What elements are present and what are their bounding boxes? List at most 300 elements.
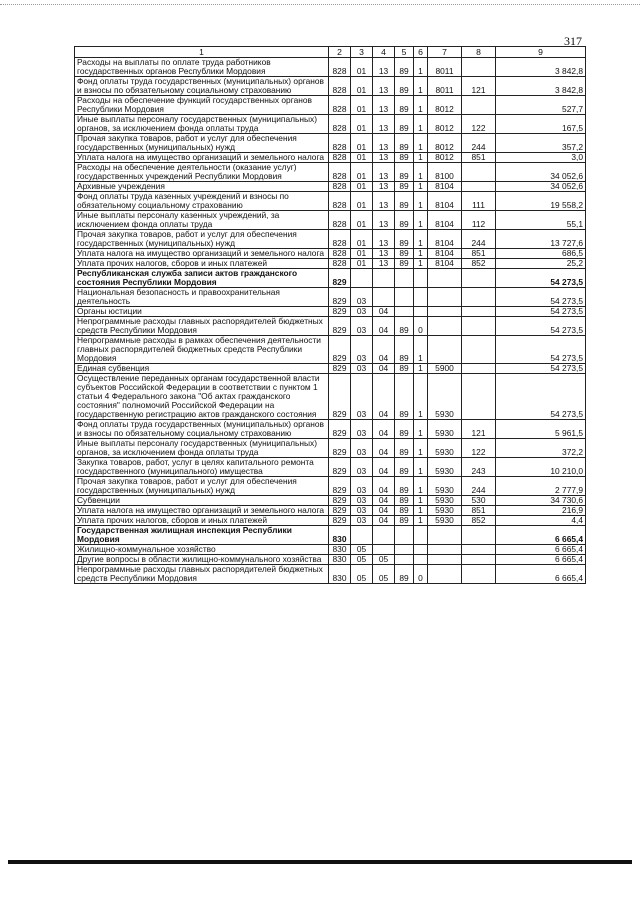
section-code-cell: 01	[351, 211, 373, 230]
header-cell: 9	[496, 47, 586, 58]
section-code-cell: 03	[351, 516, 373, 526]
program-code-cell: 89	[395, 163, 414, 182]
subprogram-code-cell	[414, 288, 428, 307]
amount-cell: 3 842,8	[496, 58, 586, 77]
expense-type-code-cell: 851	[462, 506, 496, 516]
subprogram-code-cell: 1	[414, 364, 428, 374]
target-item-code-cell	[428, 545, 462, 555]
subsection-code-cell: 13	[373, 58, 395, 77]
ministry-code-cell: 829	[329, 288, 351, 307]
section-code-cell: 01	[351, 230, 373, 249]
table-row	[75, 269, 586, 288]
target-item-code-cell	[428, 526, 462, 545]
table-row	[75, 249, 586, 259]
ministry-code-cell: 828	[329, 77, 351, 96]
section-code-cell: 03	[351, 364, 373, 374]
row-name-cell: Осуществление переданных органам государственной власти субъектов Российской Федерации в соответствии с пунктом 1 статьи 4 Федерального закона "Об актах гражданского состояния" полномочий Российской Федерации на государственную регистрацию актов гражданского состояния	[75, 374, 329, 420]
ministry-code-cell: 828	[329, 259, 351, 269]
header-cell: 1	[75, 47, 329, 58]
subprogram-code-cell: 1	[414, 96, 428, 115]
target-item-code-cell	[428, 269, 462, 288]
section-code-cell: 03	[351, 506, 373, 516]
program-code-cell: 89	[395, 516, 414, 526]
amount-cell: 527,7	[496, 96, 586, 115]
amount-cell: 54 273,5	[496, 374, 586, 420]
amount-cell: 34 730,6	[496, 496, 586, 506]
table-row	[75, 134, 586, 153]
amount-cell: 167,5	[496, 115, 586, 134]
target-item-code-cell	[428, 307, 462, 317]
amount-cell: 55,1	[496, 211, 586, 230]
row-name-cell: Жилищно-коммунальное хозяйство	[75, 545, 329, 555]
expense-type-code-cell: 243	[462, 458, 496, 477]
section-code-cell: 05	[351, 545, 373, 555]
target-item-code-cell: 8012	[428, 153, 462, 163]
ministry-code-cell: 829	[329, 364, 351, 374]
ministry-code-cell: 828	[329, 163, 351, 182]
program-code-cell: 89	[395, 182, 414, 192]
subsection-code-cell: 13	[373, 77, 395, 96]
row-name-cell: Закупка товаров, работ, услуг в целях капитального ремонта государственного (муниципального) имущества	[75, 458, 329, 477]
target-item-code-cell: 5930	[428, 506, 462, 516]
program-code-cell: 89	[395, 153, 414, 163]
amount-cell: 54 273,5	[496, 307, 586, 317]
subsection-code-cell: 04	[373, 496, 395, 506]
target-item-code-cell	[428, 565, 462, 584]
row-name-cell: Субвенции	[75, 496, 329, 506]
target-item-code-cell: 5930	[428, 420, 462, 439]
table-row	[75, 77, 586, 96]
ministry-code-cell: 830	[329, 545, 351, 555]
subsection-code-cell: 13	[373, 249, 395, 259]
table-row	[75, 288, 586, 307]
row-name-cell: Иные выплаты персоналу государственных (муниципальных) органов, за исключением фонда оплаты труда	[75, 115, 329, 134]
row-name-cell: Непрограммные расходы в рамках обеспечения деятельности главных распорядителей бюджетных средств Республики Мордовия	[75, 336, 329, 364]
scan-bottom-edge	[8, 860, 632, 864]
subprogram-code-cell: 1	[414, 77, 428, 96]
ministry-code-cell: 828	[329, 96, 351, 115]
section-code-cell: 05	[351, 555, 373, 565]
subsection-code-cell: 13	[373, 211, 395, 230]
section-code-cell: 01	[351, 249, 373, 259]
expense-type-code-cell	[462, 555, 496, 565]
table-row	[75, 115, 586, 134]
subprogram-code-cell: 1	[414, 458, 428, 477]
row-name-cell: Фонд оплаты труда государственных (муниципальных) органов и взносы по обязательному социальному страхованию	[75, 420, 329, 439]
subsection-code-cell: 04	[373, 506, 395, 516]
subsection-code-cell: 04	[373, 317, 395, 336]
amount-cell: 54 273,5	[496, 317, 586, 336]
section-code-cell: 03	[351, 336, 373, 364]
row-name-cell: Уплата налога на имущество организаций и земельного налога	[75, 249, 329, 259]
expense-type-code-cell: 122	[462, 439, 496, 458]
table-row	[75, 307, 586, 317]
amount-cell: 2 777,9	[496, 477, 586, 496]
program-code-cell: 89	[395, 336, 414, 364]
ministry-code-cell: 828	[329, 153, 351, 163]
subprogram-code-cell: 0	[414, 317, 428, 336]
target-item-code-cell: 5930	[428, 496, 462, 506]
expense-type-code-cell: 122	[462, 115, 496, 134]
program-code-cell: 89	[395, 565, 414, 584]
header-cell: 7	[428, 47, 462, 58]
table-row	[75, 477, 586, 496]
expense-type-code-cell: 244	[462, 230, 496, 249]
target-item-code-cell: 5900	[428, 364, 462, 374]
amount-cell: 54 273,5	[496, 336, 586, 364]
amount-cell: 34 052,6	[496, 182, 586, 192]
section-code-cell: 01	[351, 163, 373, 182]
table-row	[75, 420, 586, 439]
expense-type-code-cell	[462, 58, 496, 77]
amount-cell: 372,2	[496, 439, 586, 458]
amount-cell: 686,5	[496, 249, 586, 259]
ministry-code-cell: 828	[329, 211, 351, 230]
subprogram-code-cell	[414, 307, 428, 317]
amount-cell: 216,9	[496, 506, 586, 516]
amount-cell: 6 665,4	[496, 545, 586, 555]
program-code-cell	[395, 269, 414, 288]
ministry-code-cell: 830	[329, 526, 351, 545]
expense-type-code-cell	[462, 96, 496, 115]
subsection-code-cell: 05	[373, 565, 395, 584]
program-code-cell	[395, 526, 414, 545]
target-item-code-cell: 8011	[428, 58, 462, 77]
target-item-code-cell: 8104	[428, 259, 462, 269]
program-code-cell: 89	[395, 115, 414, 134]
table-row	[75, 336, 586, 364]
row-name-cell: Прочая закупка товаров, работ и услуг для обеспечения государственных (муниципальных) нужд	[75, 477, 329, 496]
ministry-code-cell: 829	[329, 477, 351, 496]
amount-cell: 54 273,5	[496, 364, 586, 374]
target-item-code-cell: 5930	[428, 516, 462, 526]
subsection-code-cell: 04	[373, 439, 395, 458]
subsection-code-cell: 13	[373, 182, 395, 192]
subprogram-code-cell: 1	[414, 374, 428, 420]
target-item-code-cell	[428, 317, 462, 336]
table-row	[75, 58, 586, 77]
table-row	[75, 506, 586, 516]
subprogram-code-cell: 1	[414, 516, 428, 526]
table-row	[75, 163, 586, 182]
table-row	[75, 496, 586, 506]
expense-type-code-cell	[462, 545, 496, 555]
ministry-code-cell: 829	[329, 307, 351, 317]
row-name-cell: Иные выплаты персоналу казенных учреждений, за исключением фонда оплаты труда	[75, 211, 329, 230]
program-code-cell: 89	[395, 211, 414, 230]
row-name-cell: Архивные учреждения	[75, 182, 329, 192]
program-code-cell: 89	[395, 259, 414, 269]
program-code-cell: 89	[395, 249, 414, 259]
subprogram-code-cell: 1	[414, 496, 428, 506]
table-row	[75, 545, 586, 555]
row-name-cell: Расходы на обеспечение деятельности (оказание услуг) государственных учреждений Республики Мордовия	[75, 163, 329, 182]
ministry-code-cell: 829	[329, 374, 351, 420]
program-code-cell: 89	[395, 77, 414, 96]
subsection-code-cell: 13	[373, 259, 395, 269]
subprogram-code-cell: 1	[414, 134, 428, 153]
amount-cell: 10 210,0	[496, 458, 586, 477]
section-code-cell	[351, 526, 373, 545]
section-code-cell: 03	[351, 374, 373, 420]
amount-cell: 6 665,4	[496, 555, 586, 565]
budget-table-container	[74, 46, 585, 584]
program-code-cell: 89	[395, 96, 414, 115]
ministry-code-cell: 829	[329, 420, 351, 439]
table-body	[75, 58, 586, 584]
amount-cell: 3,0	[496, 153, 586, 163]
ministry-code-cell: 828	[329, 249, 351, 259]
program-code-cell: 89	[395, 439, 414, 458]
scan-top-edge	[0, 4, 640, 5]
expense-type-code-cell: 121	[462, 77, 496, 96]
expense-type-code-cell	[462, 288, 496, 307]
row-name-cell: Государственная жилищная инспекция Республики Мордовия	[75, 526, 329, 545]
row-name-cell: Органы юстиции	[75, 307, 329, 317]
ministry-code-cell: 829	[329, 317, 351, 336]
subsection-code-cell: 13	[373, 153, 395, 163]
row-name-cell: Уплата налога на имущество организаций и земельного налога	[75, 506, 329, 516]
table-row	[75, 439, 586, 458]
target-item-code-cell: 5930	[428, 439, 462, 458]
subprogram-code-cell: 0	[414, 565, 428, 584]
subprogram-code-cell: 1	[414, 230, 428, 249]
subprogram-code-cell: 1	[414, 259, 428, 269]
expense-type-code-cell	[462, 163, 496, 182]
section-code-cell: 03	[351, 477, 373, 496]
table-row	[75, 374, 586, 420]
page-number: 317	[564, 34, 582, 48]
row-name-cell: Иные выплаты персоналу государственных (муниципальных) органов, за исключением фонда оплаты труда	[75, 439, 329, 458]
expense-type-code-cell: 121	[462, 420, 496, 439]
ministry-code-cell: 828	[329, 58, 351, 77]
section-code-cell: 01	[351, 115, 373, 134]
header-cell: 3	[351, 47, 373, 58]
row-name-cell: Единая субвенция	[75, 364, 329, 374]
header-cell: 4	[373, 47, 395, 58]
program-code-cell: 89	[395, 477, 414, 496]
header-cell: 8	[462, 47, 496, 58]
subprogram-code-cell: 1	[414, 249, 428, 259]
program-code-cell: 89	[395, 317, 414, 336]
amount-cell: 3 842,8	[496, 77, 586, 96]
amount-cell: 6 665,4	[496, 526, 586, 545]
row-name-cell: Другие вопросы в области жилищно-коммунального хозяйства	[75, 555, 329, 565]
ministry-code-cell: 828	[329, 230, 351, 249]
table-row	[75, 192, 586, 211]
expense-type-code-cell	[462, 269, 496, 288]
subprogram-code-cell: 1	[414, 163, 428, 182]
subsection-code-cell: 04	[373, 477, 395, 496]
subprogram-code-cell: 1	[414, 211, 428, 230]
section-code-cell: 01	[351, 96, 373, 115]
target-item-code-cell: 8104	[428, 230, 462, 249]
section-code-cell: 01	[351, 134, 373, 153]
expense-type-code-cell: 244	[462, 134, 496, 153]
target-item-code-cell: 5930	[428, 374, 462, 420]
section-code-cell: 01	[351, 58, 373, 77]
target-item-code-cell	[428, 288, 462, 307]
target-item-code-cell: 8104	[428, 249, 462, 259]
program-code-cell: 89	[395, 192, 414, 211]
subsection-code-cell: 13	[373, 163, 395, 182]
subsection-code-cell: 13	[373, 230, 395, 249]
expense-type-code-cell	[462, 182, 496, 192]
subsection-code-cell: 04	[373, 420, 395, 439]
target-item-code-cell: 8104	[428, 211, 462, 230]
subsection-code-cell	[373, 526, 395, 545]
subprogram-code-cell: 1	[414, 182, 428, 192]
ministry-code-cell: 829	[329, 336, 351, 364]
program-code-cell: 89	[395, 458, 414, 477]
table-row	[75, 364, 586, 374]
section-code-cell	[351, 269, 373, 288]
table-row	[75, 555, 586, 565]
amount-cell: 357,2	[496, 134, 586, 153]
expense-type-code-cell	[462, 565, 496, 584]
amount-cell: 25,2	[496, 259, 586, 269]
header-cell: 6	[414, 47, 428, 58]
program-code-cell: 89	[395, 374, 414, 420]
table-row	[75, 182, 586, 192]
amount-cell: 54 273,5	[496, 288, 586, 307]
ministry-code-cell: 829	[329, 506, 351, 516]
subsection-code-cell: 04	[373, 458, 395, 477]
target-item-code-cell: 5930	[428, 477, 462, 496]
subsection-code-cell: 04	[373, 516, 395, 526]
ministry-code-cell: 830	[329, 565, 351, 584]
program-code-cell: 89	[395, 496, 414, 506]
program-code-cell: 89	[395, 420, 414, 439]
header-row	[75, 47, 586, 58]
section-code-cell: 03	[351, 317, 373, 336]
target-item-code-cell: 8100	[428, 163, 462, 182]
row-name-cell: Фонд оплаты труда государственных (муниципальных) органов и взносы по обязательному социальному страхованию	[75, 77, 329, 96]
subsection-code-cell: 04	[373, 364, 395, 374]
subsection-code-cell	[373, 545, 395, 555]
row-name-cell: Фонд оплаты труда казенных учреждений и взносы по обязательному социальному страхованию	[75, 192, 329, 211]
row-name-cell: Прочая закупка товаров, работ и услуг для обеспечения государственных (муниципальных) нужд	[75, 230, 329, 249]
header-cell: 2	[329, 47, 351, 58]
program-code-cell: 89	[395, 134, 414, 153]
expense-type-code-cell	[462, 336, 496, 364]
program-code-cell	[395, 288, 414, 307]
program-code-cell: 89	[395, 58, 414, 77]
subprogram-code-cell	[414, 269, 428, 288]
expense-type-code-cell: 851	[462, 249, 496, 259]
row-name-cell: Непрограммные расходы главных распорядителей бюджетных средств Республики Мордовия	[75, 565, 329, 584]
ministry-code-cell: 829	[329, 516, 351, 526]
subsection-code-cell: 13	[373, 115, 395, 134]
subsection-code-cell: 13	[373, 96, 395, 115]
expense-type-code-cell	[462, 307, 496, 317]
section-code-cell: 01	[351, 153, 373, 163]
subsection-code-cell: 04	[373, 307, 395, 317]
program-code-cell: 89	[395, 364, 414, 374]
subsection-code-cell: 13	[373, 134, 395, 153]
program-code-cell	[395, 307, 414, 317]
amount-cell: 34 052,6	[496, 163, 586, 182]
ministry-code-cell: 828	[329, 134, 351, 153]
section-code-cell: 01	[351, 192, 373, 211]
amount-cell: 19 558,2	[496, 192, 586, 211]
row-name-cell: Расходы на обеспечение функций государственных органов Республики Мордовия	[75, 96, 329, 115]
section-code-cell: 01	[351, 259, 373, 269]
expense-type-code-cell: 852	[462, 259, 496, 269]
expense-type-code-cell	[462, 317, 496, 336]
target-item-code-cell	[428, 555, 462, 565]
section-code-cell: 03	[351, 288, 373, 307]
program-code-cell	[395, 555, 414, 565]
row-name-cell: Республиканская служба записи актов гражданского состояния Республики Мордовия	[75, 269, 329, 288]
table-row	[75, 230, 586, 249]
subprogram-code-cell	[414, 545, 428, 555]
row-name-cell: Расходы на выплаты по оплате труда работников государственных органов Республики Мордовия	[75, 58, 329, 77]
subprogram-code-cell: 1	[414, 420, 428, 439]
row-name-cell: Уплата прочих налогов, сборов и иных платежей	[75, 516, 329, 526]
program-code-cell	[395, 545, 414, 555]
table-row	[75, 526, 586, 545]
subsection-code-cell: 04	[373, 374, 395, 420]
ministry-code-cell: 829	[329, 269, 351, 288]
expense-type-code-cell: 530	[462, 496, 496, 506]
table-row	[75, 211, 586, 230]
budget-table	[74, 46, 586, 584]
target-item-code-cell	[428, 336, 462, 364]
ministry-code-cell: 829	[329, 458, 351, 477]
row-name-cell: Прочая закупка товаров, работ и услуг для обеспечения государственных (муниципальных) нужд	[75, 134, 329, 153]
subprogram-code-cell: 1	[414, 477, 428, 496]
row-name-cell: Непрограммные расходы главных распорядителей бюджетных средств Республики Мордовия	[75, 317, 329, 336]
table-row	[75, 153, 586, 163]
expense-type-code-cell: 851	[462, 153, 496, 163]
subprogram-code-cell: 1	[414, 192, 428, 211]
target-item-code-cell: 8012	[428, 134, 462, 153]
subprogram-code-cell: 1	[414, 115, 428, 134]
ministry-code-cell: 829	[329, 439, 351, 458]
subsection-code-cell	[373, 269, 395, 288]
expense-type-code-cell: 112	[462, 211, 496, 230]
expense-type-code-cell: 852	[462, 516, 496, 526]
table-row	[75, 259, 586, 269]
subprogram-code-cell: 1	[414, 153, 428, 163]
target-item-code-cell: 8011	[428, 77, 462, 96]
section-code-cell: 01	[351, 182, 373, 192]
subprogram-code-cell	[414, 526, 428, 545]
table-row	[75, 317, 586, 336]
section-code-cell: 01	[351, 77, 373, 96]
section-code-cell: 05	[351, 565, 373, 584]
expense-type-code-cell: 244	[462, 477, 496, 496]
subprogram-code-cell: 1	[414, 58, 428, 77]
section-code-cell: 03	[351, 496, 373, 506]
section-code-cell: 03	[351, 458, 373, 477]
subprogram-code-cell: 1	[414, 336, 428, 364]
table-row	[75, 516, 586, 526]
target-item-code-cell: 8104	[428, 182, 462, 192]
expense-type-code-cell	[462, 364, 496, 374]
ministry-code-cell: 829	[329, 496, 351, 506]
subprogram-code-cell: 1	[414, 439, 428, 458]
amount-cell: 5 961,5	[496, 420, 586, 439]
amount-cell: 6 665,4	[496, 565, 586, 584]
ministry-code-cell: 828	[329, 182, 351, 192]
program-code-cell: 89	[395, 230, 414, 249]
amount-cell: 54 273,5	[496, 269, 586, 288]
row-name-cell: Уплата прочих налогов, сборов и иных платежей	[75, 259, 329, 269]
ministry-code-cell: 828	[329, 192, 351, 211]
target-item-code-cell: 8012	[428, 96, 462, 115]
